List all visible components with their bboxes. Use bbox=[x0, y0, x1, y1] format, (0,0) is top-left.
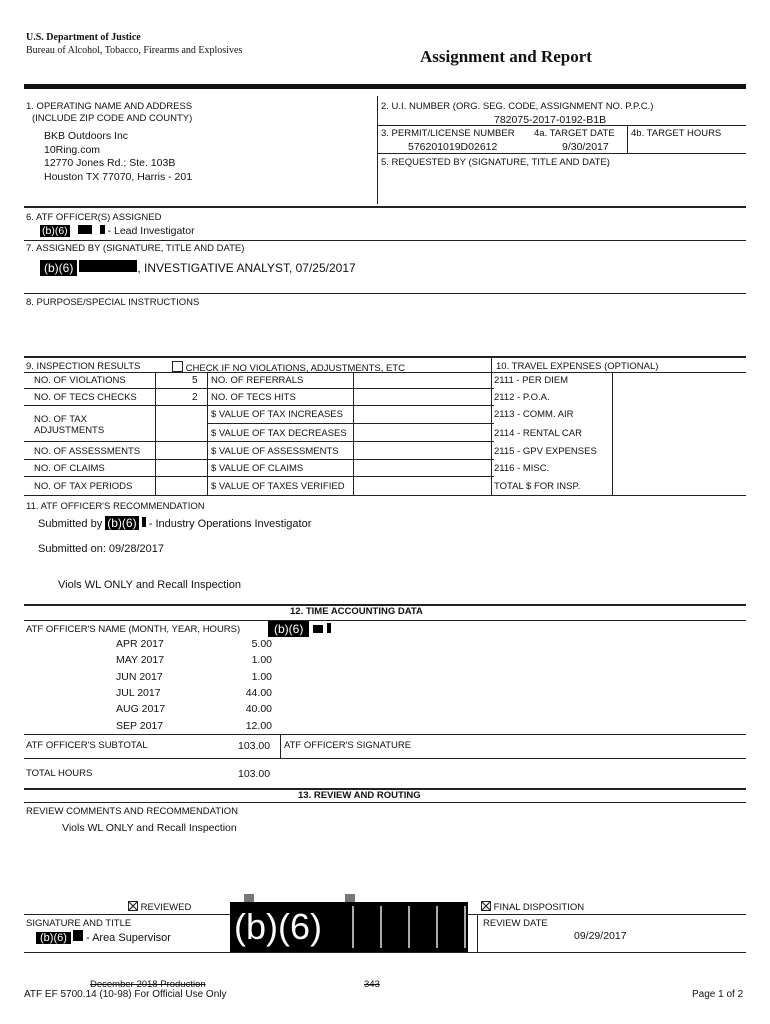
target-date-value: 9/30/2017 bbox=[562, 141, 609, 153]
no-violations-checkbox[interactable] bbox=[172, 361, 183, 372]
rule bbox=[24, 405, 494, 406]
tax-increases-label: $ VALUE OF TAX INCREASES bbox=[211, 409, 343, 420]
violations-label: NO. OF VIOLATIONS bbox=[34, 375, 126, 386]
redaction-block bbox=[327, 623, 331, 633]
rule bbox=[24, 240, 746, 241]
redaction-block bbox=[78, 225, 92, 234]
review-comments: Viols WL ONLY and Recall Inspection bbox=[62, 822, 237, 834]
violations-value: 5 bbox=[192, 375, 198, 386]
officer-name-redacted bbox=[268, 621, 331, 637]
reviewed-checkbox[interactable] bbox=[128, 901, 138, 911]
hours-value: 1.00 bbox=[251, 670, 272, 683]
submitted-by-label: Submitted by bbox=[38, 518, 103, 530]
reviewed-label: REVIEWED bbox=[140, 902, 192, 913]
total-hours-label: TOTAL HOURS bbox=[26, 768, 93, 779]
assigned-by bbox=[40, 260, 356, 276]
bureau-name: Bureau of Alcohol, Tobacco, Firearms and Explosives bbox=[26, 45, 243, 56]
operating-name-sublabel: (INCLUDE ZIP CODE AND COUNTY) bbox=[32, 113, 193, 124]
redaction-block bbox=[79, 260, 137, 272]
reviewer-signature bbox=[36, 930, 171, 944]
travel-row: 2111 - PER DIEM bbox=[494, 375, 569, 386]
assigned-by-value: , INVESTIGATIVE ANALYST, 07/25/2017 bbox=[137, 261, 356, 275]
rule bbox=[377, 153, 746, 154]
rule bbox=[24, 459, 494, 460]
rule bbox=[24, 952, 746, 953]
redaction-block bbox=[100, 225, 105, 234]
assessments-label: NO. OF ASSESSMENTS bbox=[34, 446, 141, 457]
redacted-name: (b)(6) bbox=[107, 516, 137, 530]
rule bbox=[24, 734, 746, 735]
recommendation-note: Viols WL ONLY and Recall Inspection bbox=[58, 579, 242, 591]
target-date-label: 4a. TARGET DATE bbox=[534, 128, 615, 139]
review-date-label: REVIEW DATE bbox=[483, 918, 548, 929]
rule bbox=[24, 388, 494, 389]
travel-total-label: TOTAL $ FOR INSP. bbox=[494, 481, 581, 492]
target-hours-label: 4b. TARGET HOURS bbox=[631, 128, 722, 139]
assessments-value-label: $ VALUE OF ASSESSMENTS bbox=[211, 446, 339, 457]
permit-number-label: 3. PERMIT/LICENSE NUMBER bbox=[381, 128, 515, 139]
submitted-by bbox=[38, 516, 311, 530]
officer-name-label: ATF OFFICER'S NAME (MONTH, YEAR, HOURS) bbox=[26, 624, 241, 635]
officer-signature-label: ATF OFFICER'S SIGNATURE bbox=[284, 740, 412, 751]
rule bbox=[24, 802, 746, 803]
officers-assigned-label: 6. ATF OFFICER(S) ASSIGNED bbox=[26, 212, 162, 223]
officer-title: - Lead Investigator bbox=[107, 225, 195, 237]
ui-number-value: 782075-2017-0192-B1B bbox=[494, 114, 607, 126]
page-indicator: Page 1 of 2 bbox=[692, 989, 744, 1000]
redaction-pattern bbox=[340, 906, 468, 948]
rule bbox=[24, 620, 746, 621]
form-title: Assignment and Report bbox=[420, 47, 592, 66]
tecs-hits-label: NO. OF TECS HITS bbox=[211, 392, 296, 403]
total-hours-value: 103.00 bbox=[238, 768, 271, 780]
hours-value: 1.00 bbox=[251, 654, 272, 667]
rule bbox=[24, 372, 746, 373]
hours-value: 44.00 bbox=[245, 686, 272, 699]
tecs-checks-label: NO. OF TECS CHECKS bbox=[34, 392, 137, 403]
redacted-signature bbox=[230, 902, 468, 952]
final-disposition-label: FINAL DISPOSITION bbox=[493, 902, 585, 913]
rule bbox=[24, 206, 746, 208]
referrals-label: NO. OF REFERRALS bbox=[211, 375, 304, 386]
department-name: U.S. Department of Justice bbox=[26, 32, 141, 43]
review-date-value: 09/29/2017 bbox=[574, 930, 627, 942]
rule bbox=[377, 125, 746, 126]
col-divider bbox=[491, 358, 492, 495]
col-divider bbox=[207, 372, 208, 495]
rule bbox=[24, 441, 494, 442]
requested-by-label: 5. REQUESTED BY (SIGNATURE, TITLE AND DATE) bbox=[381, 157, 610, 168]
claims-label: NO. OF CLAIMS bbox=[34, 463, 105, 474]
claims-value-label: $ VALUE OF CLAIMS bbox=[211, 463, 304, 474]
travel-row: 2112 - P.O.A. bbox=[494, 392, 550, 403]
form-number: ATF EF 5700.14 (10-98) For Official Use Only bbox=[24, 989, 227, 1000]
redacted-name: (b)(6) bbox=[42, 225, 68, 237]
redacted-name: (b)(6) bbox=[36, 932, 71, 944]
hours-value: 40.00 bbox=[245, 703, 272, 716]
address-line: Houston TX 77070, Harris - 201 bbox=[44, 170, 193, 183]
redaction-block bbox=[73, 930, 83, 941]
officer-assigned bbox=[40, 225, 195, 237]
address-line: 10Ring.com bbox=[44, 143, 101, 156]
redaction-block bbox=[313, 625, 323, 633]
rule bbox=[24, 495, 746, 496]
travel-row: 2114 - RENTAL CAR bbox=[494, 428, 582, 439]
production-stamp: December 2018 Production bbox=[90, 979, 206, 990]
col-divider bbox=[155, 372, 156, 495]
travel-expenses-label: 10. TRAVEL EXPENSES (OPTIONAL) bbox=[496, 361, 659, 372]
final-disposition-checkbox[interactable] bbox=[481, 901, 491, 911]
purpose-label: 8. PURPOSE/SPECIAL INSTRUCTIONS bbox=[26, 297, 200, 308]
time-accounting-label: 12. TIME ACCOUNTING DATA bbox=[290, 606, 423, 617]
redacted-signature-text: (b)(6) bbox=[234, 906, 322, 947]
address-line: 12770 Jones Rd.; Ste. 103B bbox=[44, 157, 176, 169]
redacted-name: (b)(6) bbox=[40, 260, 77, 276]
hours-month: AUG 2017 bbox=[116, 703, 166, 716]
col-divider bbox=[353, 372, 354, 495]
rule bbox=[207, 423, 494, 424]
hours-month: JUN 2017 bbox=[116, 670, 163, 683]
ui-number-label: 2. U.I. NUMBER (ORG. SEG. CODE, ASSIGNMENT NO. P.P.C.) bbox=[381, 101, 654, 112]
hours-month: APR 2017 bbox=[116, 638, 164, 650]
hours-month: JUL 2017 bbox=[116, 686, 161, 699]
header-rule bbox=[24, 84, 746, 89]
redaction-mark bbox=[345, 894, 355, 902]
section-divider bbox=[377, 96, 378, 204]
operating-name-label: 1. OPERATING NAME AND ADDRESS bbox=[26, 101, 193, 112]
col-divider bbox=[612, 372, 613, 495]
subtotal-value: 103.00 bbox=[238, 740, 271, 752]
rule bbox=[24, 356, 746, 358]
bates-page-number: 343 bbox=[364, 979, 380, 990]
col-divider bbox=[477, 914, 478, 952]
tecs-checks-value: 2 bbox=[192, 392, 198, 403]
redacted-name: (b)(6) bbox=[268, 621, 309, 637]
tax-periods-label: NO. OF TAX PERIODS bbox=[34, 481, 133, 492]
taxes-verified-label: $ VALUE OF TAXES VERIFIED bbox=[211, 481, 345, 492]
rule bbox=[24, 758, 746, 759]
final-disposition-check[interactable] bbox=[481, 901, 584, 913]
address-line: BKB Outdoors Inc bbox=[44, 130, 129, 142]
reviewed-check[interactable] bbox=[128, 901, 191, 913]
subtotal-label: ATF OFFICER'S SUBTOTAL bbox=[26, 740, 148, 751]
signature-title-label: SIGNATURE AND TITLE bbox=[26, 918, 132, 929]
inspection-results-label: 9. INSPECTION RESULTS bbox=[26, 361, 141, 372]
review-comments-label: REVIEW COMMENTS AND RECOMMENDATION bbox=[26, 806, 238, 817]
submitted-by-title: - Industry Operations Investigator bbox=[148, 518, 312, 530]
no-violations-check-label: CHECK IF NO VIOLATIONS, ADJUSTMENTS, ETC bbox=[185, 363, 406, 374]
rule bbox=[24, 293, 746, 294]
travel-row: 2116 - MISC. bbox=[494, 463, 550, 474]
review-routing-label: 13. REVIEW AND ROUTING bbox=[298, 790, 421, 801]
permit-number-value: 576201019D02612 bbox=[408, 141, 498, 153]
cell-divider bbox=[627, 125, 628, 153]
operating-address bbox=[44, 130, 192, 184]
rule bbox=[24, 476, 494, 477]
reviewer-title: - Area Supervisor bbox=[85, 932, 171, 944]
hours-value: 5.00 bbox=[251, 638, 272, 650]
travel-row: 2113 - COMM. AIR bbox=[494, 409, 574, 420]
submitted-on: Submitted on: 09/28/2017 bbox=[38, 543, 164, 555]
recommendation-label: 11. ATF OFFICER'S RECOMMENDATION bbox=[26, 501, 205, 512]
redaction-block bbox=[142, 517, 146, 527]
redaction-mark bbox=[244, 894, 254, 902]
tax-decreases-label: $ VALUE OF TAX DECREASES bbox=[211, 428, 347, 439]
assigned-by-label: 7. ASSIGNED BY (SIGNATURE, TITLE AND DATE) bbox=[26, 243, 245, 254]
hours-value: 12.00 bbox=[245, 719, 272, 732]
travel-row: 2115 - GPV EXPENSES bbox=[494, 446, 597, 457]
hours-month: MAY 2017 bbox=[116, 654, 165, 667]
tax-adjustments-label: NO. OF TAX ADJUSTMENTS bbox=[34, 414, 105, 436]
col-divider bbox=[280, 734, 281, 758]
hours-month: SEP 2017 bbox=[116, 719, 164, 732]
